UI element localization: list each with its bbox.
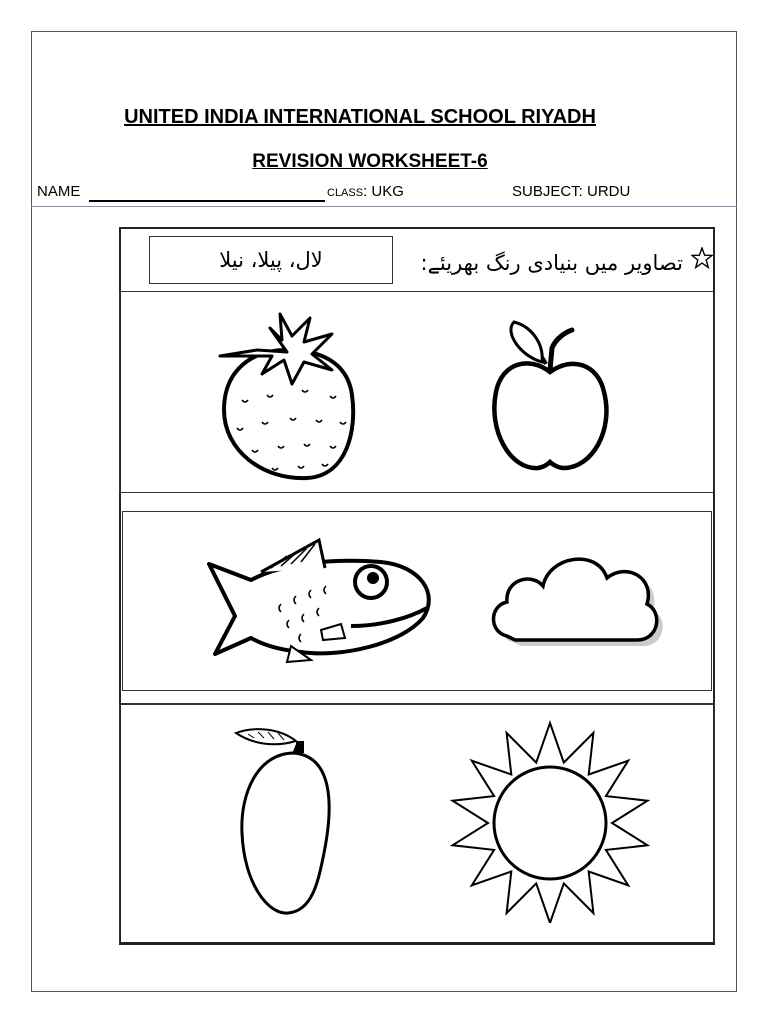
name-label: NAME (37, 183, 81, 200)
instruction-band (123, 231, 713, 291)
class-label: CLASS (327, 187, 364, 199)
mango-icon[interactable] (228, 723, 348, 923)
instruction-text (419, 243, 713, 283)
worksheet-title: REVISION WORKSHEET-6 (252, 151, 488, 172)
color-word-box: لال، پیلا، نیلا (149, 236, 393, 284)
divider (31, 206, 737, 207)
picture-row-3 (119, 703, 715, 943)
picture-row-1 (119, 291, 715, 493)
class-value: : UKG (363, 183, 404, 200)
cloud-icon[interactable] (485, 532, 665, 662)
instruction-label: تصاویر میں بنیادی رنگ بھریئے: (420, 251, 683, 275)
apple-icon[interactable] (480, 312, 620, 480)
sun-icon[interactable] (450, 713, 650, 923)
class-field (327, 183, 404, 200)
school-title: UNITED INDIA INTERNATIONAL SCHOOL RIYADH (124, 106, 596, 128)
coloring-sheet (119, 227, 715, 945)
strawberry-icon[interactable] (212, 310, 362, 486)
subject-label: SUBJECT: URDU (512, 183, 631, 200)
picture-row-2 (122, 511, 712, 691)
info-row (37, 183, 737, 205)
star-icon (691, 247, 713, 269)
name-blank-line[interactable] (89, 200, 325, 202)
fish-icon[interactable] (201, 534, 441, 670)
